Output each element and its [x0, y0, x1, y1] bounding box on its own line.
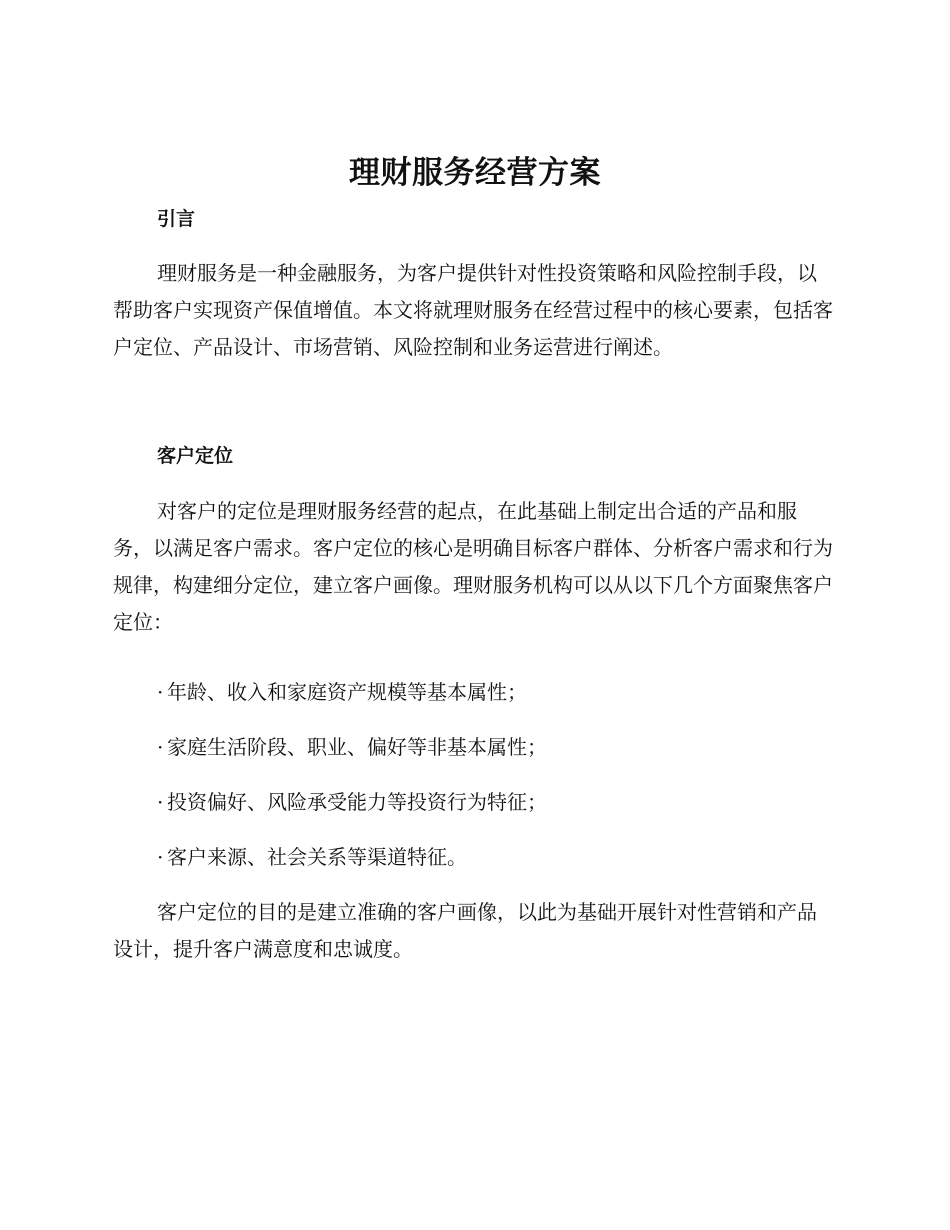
customer-positioning-paragraph: 对客户的定位是理财服务经营的起点，在此基础上制定出合适的产品和服务，以满足客户需求。客户定位的核心是明确目标客户群体、分析客户需求和行为规律，构建细分定位，建立客户画像。理财服务机构可以从以下几个方面聚焦客户定位：	[113, 499, 833, 634]
intro-paragraph: 理财服务是一种金融服务，为客户提供针对性投资策略和风险控制手段，以帮助客户实现资产保值增值。本文将就理财服务在经营过程中的核心要素，包括客户定位、产品设计、市场营销、风险控制和业务运营进行阐述。	[113, 261, 833, 359]
list-item	[157, 677, 837, 707]
list-item-text: 年龄、收入和家庭资产规模等基本属性；	[167, 680, 527, 704]
list-item-text: 客户来源、社会关系等渠道特征。	[167, 845, 467, 869]
closing-paragraph: 客户定位的目的是建立准确的客户画像，以此为基础开展针对性营销和产品设计，提升客户满意度和忠诚度。	[113, 900, 817, 961]
page-title: 理财服务经营方案	[349, 155, 601, 191]
list-item-text: 投资偏好、风险承受能力等投资行为特征；	[167, 790, 547, 814]
list-item	[157, 842, 837, 872]
bullet-icon: ·	[157, 735, 164, 759]
bullet-icon: ·	[157, 680, 164, 704]
section-heading-intro: 引言	[157, 208, 196, 230]
list-item	[157, 732, 837, 762]
list-item	[157, 787, 837, 817]
bullet-icon: ·	[157, 845, 164, 869]
list-item-text: 家庭生活阶段、职业、偏好等非基本属性；	[167, 735, 547, 759]
bullet-icon: ·	[157, 790, 164, 814]
section-heading-customer-positioning: 客户定位	[157, 445, 234, 467]
